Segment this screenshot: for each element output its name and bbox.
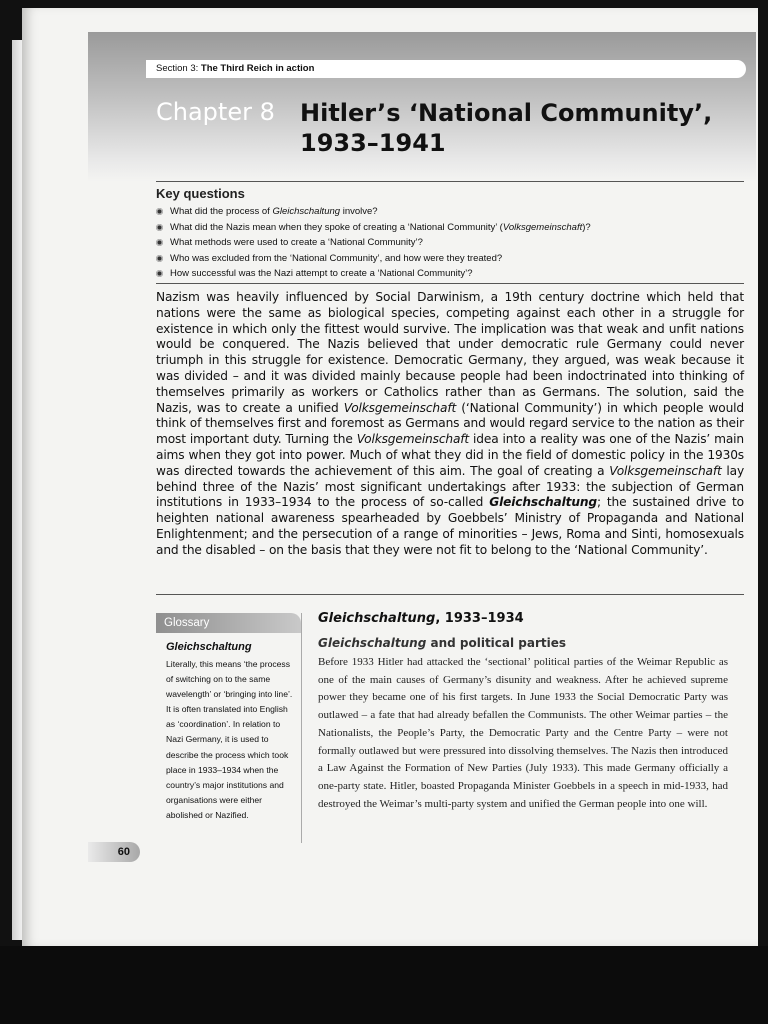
list-item: Who was excluded from the ‘National Community’, and how were they treated?: [156, 251, 736, 267]
bullet-icon: [156, 224, 163, 231]
chapter-title: [300, 98, 740, 158]
section-heading: Gleichschaltung, 1933–1934: [318, 611, 524, 626]
glossary-definition: Literally, this means ‘the process of switching on to the same wavelength’ or ‘bringing into line’. It is often translated into English as ‘coordination’. In relation to Nazi Germany, it is used to describe the process which took place in 1933–1934 when the country’s major institutions and organisations were either abolished or Nazified.: [166, 659, 293, 820]
list-item: What methods were used to create a ‘National Community’?: [156, 235, 736, 251]
section-bar: [146, 60, 746, 78]
divider-key-questions: [156, 283, 744, 284]
glossary-box: [156, 613, 302, 843]
main-column: [318, 611, 728, 813]
page-number: 60: [88, 842, 140, 862]
list-item: How successful was the Nazi attempt to create a ‘National Community’?: [156, 266, 736, 282]
chapter-label: Chapter 8: [156, 98, 275, 126]
list-item: What did the process of Gleichschaltung involve?: [156, 204, 736, 220]
list-item: What did the Nazis mean when they spoke of creating a ‘National Community’ (Volksgemeinschaft)?: [156, 220, 736, 236]
glossary-term: Gleichschaltung: [166, 641, 252, 653]
key-questions-heading: Key questions: [156, 186, 245, 201]
section-prefix: Section 3:: [156, 63, 201, 74]
key-questions-list: [156, 204, 736, 282]
intro-paragraph: Nazism was heavily influenced by Social Darwinism, a 19th century doctrine which held that nations were the same as biological species, competing against each other in a struggle for existence in which only the fittest would survive. The implication was that weak and unfit nations would be conquered. The Nazis believed that under democratic rule Germany could never triumph in this struggle for existence. Democratic Germany, they argued, was weak because it was divided – and it was divided mainly because people had been indoctrinated into thinking of themselves primarily as workers or Catholics rather than as Germans. The solution, said the Nazis, was to create a unified Volksgemeinschaft (‘National Community’) in which people would think of themselves first and foremost as Germans and would regard service to the nation as their most important duty. Turning the Volksgemeinschaft idea into a reality was one of the Nazis’ main aims when they got into power. Much of what they did in the field of domestic policy in the 1930s was directed towards the achievement of this aim. The goal of creating a Volksgemeinschaft lay behind three of the Nazis’ most significant undertakings after 1933: the subjection of German institutions in 1933–1934 to the process of so-called Gleichschaltung; the sustained drive to heighten national awareness spearheaded by Goebbels’ Ministry of Propaganda and National Enlightenment; and the persecution of a range of minorities – Jews, Roma and Sinti, homosexuals and the disabled – on the basis that they were not fit to belong to the ‘National Community’.: [156, 290, 745, 557]
bullet-icon: [156, 255, 163, 262]
scan-top-border: [0, 0, 768, 8]
subsection-heading: Gleichschaltung and political parties: [318, 636, 567, 650]
section-title: The Third Reich in action: [200, 63, 315, 74]
body-paragraph: Before 1933 Hitler had attacked the ‘sectional’ political parties of the Weimar Republic as one of the main causes of Germany’s disunity and weakness. After he achieved supreme power they became one of his first targets. In June 1933 the Social Democratic Party was outlawed – a fate that had already befallen the Communists. The other Weimar parties – the Nationalists, the People’s Party, the Democratic Party and the Centre Party – were not formally outlawed but were pressured into dissolving themselves. The Nazis then introduced a Law Against the Formation of New Parties (July 1933). This made Germany officially a one-party state. Hitler, boasted Propaganda Minister Goebbels in a speech in mid-1933, had destroyed the Weimar’s multi-party system and unified the German people into one will.: [318, 656, 728, 810]
divider-top: [156, 181, 744, 182]
divider-intro: [156, 594, 744, 595]
page-edge: [12, 40, 22, 940]
scan-bottom-border: [0, 946, 768, 1024]
bullet-icon: [156, 208, 163, 215]
chapter-title-line2: 1933–1941: [300, 129, 446, 157]
glossary-heading: Glossary: [156, 613, 301, 633]
bullet-icon: [156, 270, 163, 277]
chapter-title-line1: Hitler’s ‘National Community’,: [300, 99, 713, 127]
bullet-icon: [156, 239, 163, 246]
